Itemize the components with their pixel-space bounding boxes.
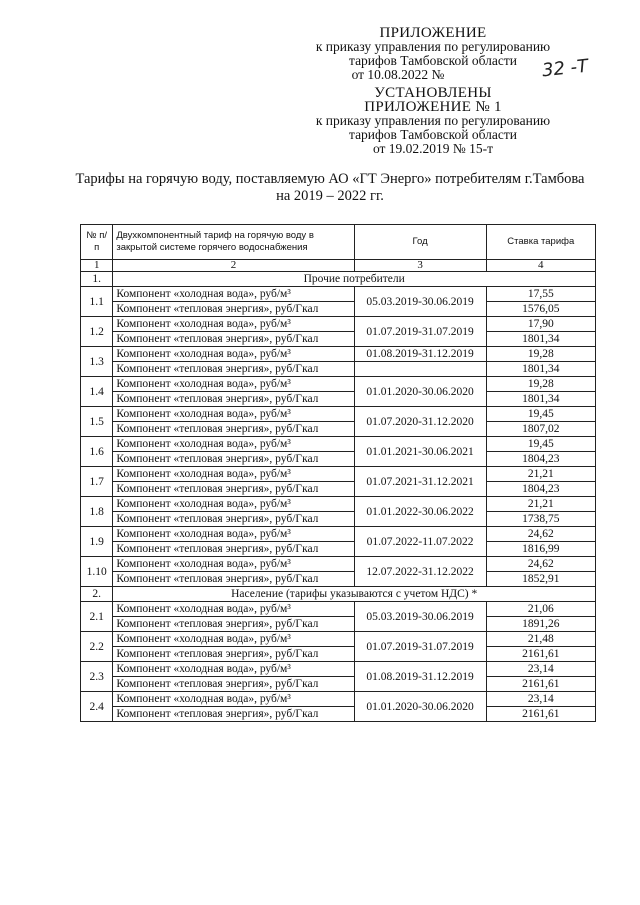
period-cell: 01.07.2022-11.07.2022	[354, 527, 486, 557]
rate-cold: 21,21	[486, 497, 595, 512]
period-cell: 01.07.2019-31.07.2019	[354, 632, 486, 662]
rate-heat: 1801,34	[486, 392, 595, 407]
rate-heat: 1852,91	[486, 572, 595, 587]
rate-heat: 1801,34	[486, 362, 595, 377]
rate-heat: 2161,61	[486, 677, 595, 692]
table-row	[81, 317, 596, 332]
index-cell: 1	[81, 260, 113, 272]
rate-cold: 23,14	[486, 692, 595, 707]
component-heat-label: Компонент «тепловая энергия», руб/Гкал	[113, 482, 354, 497]
component-cold-label: Компонент «холодная вода», руб/м³	[113, 437, 354, 452]
table-row	[81, 647, 596, 662]
table-row	[81, 497, 596, 512]
approved-date: от 19.02.2019 № 15-т	[372, 141, 494, 156]
rate-heat: 1738,75	[486, 512, 595, 527]
period-cell: 01.01.2020-30.06.2020	[354, 692, 486, 722]
group-row	[81, 272, 596, 287]
period-cell: 05.03.2019-30.06.2019	[354, 602, 486, 632]
rate-heat: 1807,02	[486, 422, 595, 437]
rate-heat: 1801,34	[486, 332, 595, 347]
rate-heat: 1891,26	[486, 617, 595, 632]
rate-cold: 23,14	[486, 662, 595, 677]
index-cell: 4	[486, 260, 595, 272]
component-heat-label: Компонент «тепловая энергия», руб/Гкал	[113, 332, 354, 347]
table-header-row	[81, 225, 596, 260]
table-row	[81, 617, 596, 632]
period-cell: 01.07.2020-31.12.2020	[354, 407, 486, 437]
table-row	[81, 362, 596, 377]
group-num: 2.	[81, 587, 113, 602]
rate-heat: 2161,61	[486, 647, 595, 662]
appendix-title: ПРИЛОЖЕНИЕ	[379, 25, 487, 41]
table-row	[81, 632, 596, 647]
period-cell: 01.01.2021-30.06.2021	[354, 437, 486, 467]
rate-cold: 24,62	[486, 557, 595, 572]
period-cell: 01.08.2019-31.12.2019	[354, 662, 486, 692]
component-cold-label: Компонент «холодная вода», руб/м³	[113, 497, 354, 512]
table-row	[81, 287, 596, 302]
rate-heat: 1816,99	[486, 542, 595, 557]
row-num: 1.2	[81, 317, 113, 347]
appendix-date-text: от 10.08.2022 №	[351, 67, 445, 82]
component-heat-label: Компонент «тепловая энергия», руб/Гкал	[113, 422, 354, 437]
table-index-row	[81, 260, 596, 272]
row-num: 1.8	[81, 497, 113, 527]
row-num: 1.1	[81, 287, 113, 317]
component-cold-label: Компонент «холодная вода», руб/м³	[113, 662, 354, 677]
component-heat-label: Компонент «тепловая энергия», руб/Гкал	[113, 452, 354, 467]
component-cold-label: Компонент «холодная вода», руб/м³	[113, 632, 354, 647]
table-row	[81, 347, 596, 362]
table-row	[81, 377, 596, 392]
table-row	[81, 692, 596, 707]
table-row	[81, 422, 596, 437]
approved-subtitle: ПРИЛОЖЕНИЕ № 1	[364, 99, 502, 115]
approved-line1: к приказу управления по регулированию	[315, 113, 551, 128]
rate-cold: 19,28	[486, 347, 595, 362]
period-cell: 05.03.2019-30.06.2019	[354, 287, 486, 317]
document-title-line2: на 2019 – 2022 гг.	[276, 188, 384, 204]
rate-heat: 1804,23	[486, 482, 595, 497]
component-heat-label: Компонент «тепловая энергия», руб/Гкал	[113, 707, 354, 722]
group-title: Население (тарифы указываются с учетом НДС) *	[113, 587, 596, 602]
period-cell: 01.07.2021-31.12.2021	[354, 467, 486, 497]
header-year: Год	[354, 225, 486, 260]
index-cell: 3	[354, 260, 486, 272]
table-row	[81, 602, 596, 617]
row-num: 1.10	[81, 557, 113, 587]
table-row	[81, 332, 596, 347]
period-cell: 01.01.2020-30.06.2020	[354, 377, 486, 407]
period-empty-cell	[354, 362, 486, 377]
table-row	[81, 437, 596, 452]
component-cold-label: Компонент «холодная вода», руб/м³	[113, 317, 354, 332]
rate-cold: 19,45	[486, 407, 595, 422]
row-num: 2.2	[81, 632, 113, 662]
handwritten-order-number: 32 -Т	[540, 55, 589, 82]
rate-heat: 2161,61	[486, 707, 595, 722]
component-cold-label: Компонент «холодная вода», руб/м³	[113, 347, 354, 362]
component-heat-label: Компонент «тепловая энергия», руб/Гкал	[113, 677, 354, 692]
component-heat-label: Компонент «тепловая энергия», руб/Гкал	[113, 302, 354, 317]
component-cold-label: Компонент «холодная вода», руб/м³	[113, 377, 354, 392]
header-num: № п/п	[81, 225, 113, 260]
row-num: 1.6	[81, 437, 113, 467]
rate-cold: 21,06	[486, 602, 595, 617]
row-num: 1.9	[81, 527, 113, 557]
row-num: 1.7	[81, 467, 113, 497]
component-cold-label: Компонент «холодная вода», руб/м³	[113, 692, 354, 707]
component-cold-label: Компонент «холодная вода», руб/м³	[113, 407, 354, 422]
table-row	[81, 677, 596, 692]
row-num: 2.3	[81, 662, 113, 692]
rate-cold: 24,62	[486, 527, 595, 542]
table-row	[81, 707, 596, 722]
approved-title: УСТАНОВЛЕНЫ	[374, 85, 492, 101]
rate-cold: 21,48	[486, 632, 595, 647]
rate-cold: 19,45	[486, 437, 595, 452]
table-row	[81, 512, 596, 527]
group-num: 1.	[81, 272, 113, 287]
component-heat-label: Компонент «тепловая энергия», руб/Гкал	[113, 392, 354, 407]
table-row	[81, 542, 596, 557]
component-heat-label: Компонент «тепловая энергия», руб/Гкал	[113, 542, 354, 557]
rate-heat: 1576,05	[486, 302, 595, 317]
table-row	[81, 407, 596, 422]
component-heat-label: Компонент «тепловая энергия», руб/Гкал	[113, 617, 354, 632]
rate-cold: 17,55	[486, 287, 595, 302]
component-heat-label: Компонент «тепловая энергия», руб/Гкал	[113, 647, 354, 662]
rate-cold: 21,21	[486, 467, 595, 482]
rate-cold: 19,28	[486, 377, 595, 392]
table-row	[81, 662, 596, 677]
table-row	[81, 392, 596, 407]
approved-header	[268, 86, 598, 156]
table-row	[81, 467, 596, 482]
component-cold-label: Компонент «холодная вода», руб/м³	[113, 287, 354, 302]
header-tariff: Двухкомпонентный тариф на горячую воду в закрытой системе горячего водоснабжения	[113, 225, 354, 260]
table-row	[81, 572, 596, 587]
row-num: 2.1	[81, 602, 113, 632]
table-row	[81, 527, 596, 542]
table-row	[81, 482, 596, 497]
component-cold-label: Компонент «холодная вода», руб/м³	[113, 602, 354, 617]
table-row	[81, 302, 596, 317]
row-num: 2.4	[81, 692, 113, 722]
table-body	[81, 272, 596, 722]
document-title	[60, 171, 600, 205]
period-cell: 01.01.2022-30.06.2022	[354, 497, 486, 527]
row-num: 1.3	[81, 347, 113, 377]
component-cold-label: Компонент «холодная вода», руб/м³	[113, 557, 354, 572]
index-cell: 2	[113, 260, 354, 272]
row-num: 1.4	[81, 377, 113, 407]
approved-line2: тарифов Тамбовской области	[349, 127, 517, 142]
period-cell: 12.07.2022-31.12.2022	[354, 557, 486, 587]
component-cold-label: Компонент «холодная вода», руб/м³	[113, 467, 354, 482]
group-row	[81, 587, 596, 602]
appendix-line2: тарифов Тамбовской области	[349, 53, 517, 68]
row-num: 1.5	[81, 407, 113, 437]
group-title: Прочие потребители	[113, 272, 596, 287]
table-row	[81, 557, 596, 572]
header-rate: Ставка тарифа	[486, 225, 595, 260]
table-row	[81, 452, 596, 467]
component-cold-label: Компонент «холодная вода», руб/м³	[113, 527, 354, 542]
rate-cold: 17,90	[486, 317, 595, 332]
period-cell: 01.08.2019-31.12.2019	[354, 347, 486, 362]
component-heat-label: Компонент «тепловая энергия», руб/Гкал	[113, 512, 354, 527]
tariff-table	[80, 224, 596, 722]
appendix-line1: к приказу управления по регулированию	[315, 39, 551, 54]
component-heat-label: Компонент «тепловая энергия», руб/Гкал	[113, 572, 354, 587]
component-heat-label: Компонент «тепловая энергия», руб/Гкал	[113, 362, 354, 377]
period-cell: 01.07.2019-31.07.2019	[354, 317, 486, 347]
document-title-line1: Тарифы на горячую воду, поставляемую АО «ГТ Энерго» потребителям г.Тамбова	[75, 171, 585, 187]
rate-heat: 1804,23	[486, 452, 595, 467]
